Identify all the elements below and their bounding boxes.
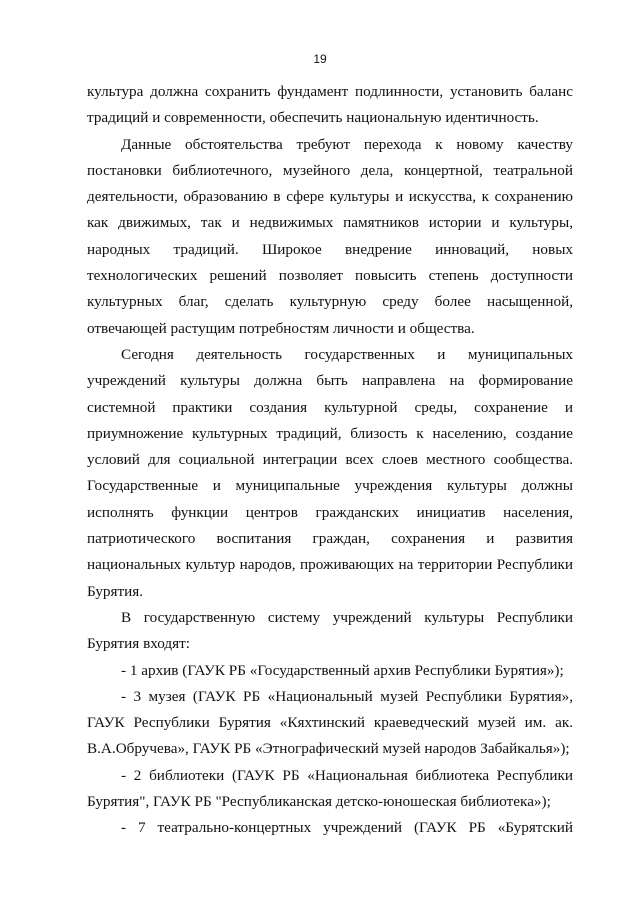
list-item-museums: - 3 музея (ГАУК РБ «Национальный музей Республики Бурятия», ГАУК Республики Бурятия «Кяхтинский краеведческий музей им. ак. В.А.Обручева», ГАУК РБ «Этнографический музей народов Забайкалья»);	[87, 687, 573, 758]
list-item-archive: - 1 архив (ГАУК РБ «Государственный архив Республики Бурятия»);	[121, 661, 564, 679]
document-body	[87, 79, 573, 842]
page-number: 19	[313, 52, 327, 66]
paragraph-continuation: культура должна сохранить фундамент подлинности, установить баланс традиций и современности, обеспечить национальную идентичность.	[87, 83, 573, 127]
list-item-theatres: - 7 театрально-концертных учреждений (ГАУК РБ «Бурятский	[121, 819, 573, 837]
list-item-libraries: - 2 библиотеки (ГАУК РБ «Национальная библиотека Республики Бурятия", ГАУК РБ "Республиканская детско-юношеская библиотека»);	[87, 766, 573, 811]
paragraph-institutions-today: Сегодня деятельность государственных и муниципальных учреждений культуры должна быть направлена на формирование системной практики создания культурной среды, сохранение и приумножение культурных традиций, близость к населению, создание условий для социальной интеграции всех слоев местного сообщества. Государственные и муниципальные учреждения культуры должны исполнять функции центров гражданских инициатив населения, патриотического воспитания граждан, сохранения и развития национальных культур народов, проживающих на территории Республики Бурятия.	[87, 345, 573, 600]
paragraph-circumstances: Данные обстоятельства требуют перехода к новому качеству постановки библиотечного, музейного дела, концертной, театральной деятельности, образованию в сфере культуры и искусства, к сохранению как движимых, так и недвижимых памятников истории и культуры, народных традиций. Широкое внедрение инноваций, новых технологических решений позволяет повысить степень доступности культурных благ, сделать культурную среду более насыщенной, отвечающей растущим потребностям личности и общества.	[87, 135, 573, 337]
paragraph-system-intro: В государственную систему учреждений культуры Республики Бурятия входят:	[87, 608, 573, 653]
